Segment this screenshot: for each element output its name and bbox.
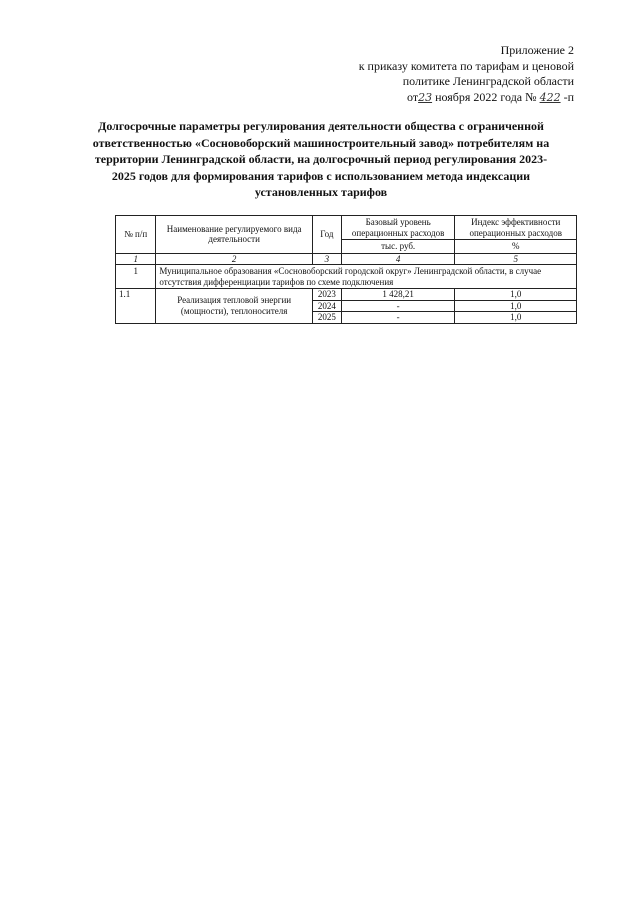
table-row <box>116 289 577 301</box>
appendix-title: Приложение 2 <box>500 43 574 57</box>
appendix-committee: политике Ленинградской области <box>402 74 574 88</box>
column-number: 3 <box>312 253 341 265</box>
column-number: 1 <box>116 253 156 265</box>
section-row <box>116 265 577 289</box>
appendix-header <box>314 43 574 105</box>
cell-base: - <box>341 312 455 324</box>
handwritten-day: 23 <box>418 90 433 104</box>
appendix-order-ref: к приказу комитета по тарифам и ценовой <box>358 58 574 73</box>
cell-index: 1,0 <box>455 300 577 312</box>
date-prefix: от <box>406 89 419 104</box>
cell-base: - <box>341 300 455 312</box>
section-num: 1 <box>116 265 156 289</box>
unit-efficiency: % <box>455 240 577 254</box>
header-year: Год <box>312 216 341 254</box>
unit-base-level: тыс. руб. <box>341 240 455 254</box>
column-number: 5 <box>455 253 577 265</box>
section-text: Муниципальное образования «Сосновоборский городской округ» Ленинградской области, в случае отсутствия дифференциации тарифов по схеме подключения <box>156 265 577 289</box>
column-number: 2 <box>156 253 313 265</box>
cell-year: 2024 <box>312 300 341 312</box>
cell-base: 1 428,21 <box>341 289 455 301</box>
date-month-year: ноября 2022 года № <box>435 89 537 104</box>
cell-index: 1,0 <box>455 312 577 324</box>
item-activity: Реализация тепловой энергии (мощности), теплоносителя <box>156 289 313 324</box>
header-efficiency: Индекс эффективности операционных расходов <box>455 216 577 240</box>
table-header-row <box>116 216 577 240</box>
parameters-table <box>115 215 577 324</box>
cell-year: 2023 <box>312 289 341 301</box>
header-num: № п/п <box>116 216 156 254</box>
document-title: Долгосрочные параметры регулирования деятельности общества с ограниченной ответственностью «Сосновоборский машиностроительный завод» потребителям на территории Ленинградской области, на долгосрочный период регулирования 2023-2025 годов для формирования тарифов с использованием метода индексации установленных тарифов <box>92 119 550 199</box>
header-activity: Наименование регулируемого вида деятельности <box>156 216 313 254</box>
cell-year: 2025 <box>312 312 341 324</box>
cell-index: 1,0 <box>455 289 577 301</box>
handwritten-number: 422 <box>539 90 561 104</box>
appendix-date-line <box>314 90 574 106</box>
order-suffix: -п <box>563 89 574 104</box>
column-numbers-row <box>116 253 577 265</box>
column-number: 4 <box>341 253 455 265</box>
header-base-level: Базовый уровень операционных расходов <box>341 216 455 240</box>
item-num: 1.1 <box>116 289 156 324</box>
